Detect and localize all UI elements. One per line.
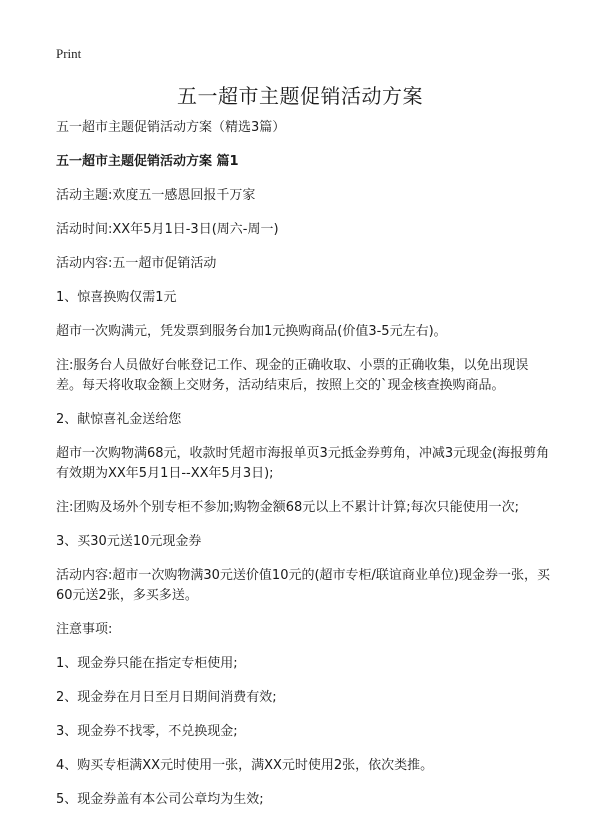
print-link[interactable]: Print [56,46,82,61]
document-title: 五一超市主题促销活动方案 [177,84,423,108]
paragraph: 注:服务台人员做好台帐登记工作、现金的正确收取、小票的正确收集，以免出现误差。每天将收取金额上交财务，活动结束后，按照上交的`现金核查换购商品。 [56,358,529,393]
list-item: 3、现金券不找零，不兑换现金; [56,724,238,739]
paragraph: 超市一次购满元，凭发票到服务台加1元换购商品(价值3-5元左右)。 [56,324,447,339]
notes-heading: 注意事项: [56,622,113,637]
list-item-heading: 2、献惊喜礼金送给您 [56,412,182,427]
list-item: 1、现金券只能在指定专柜使用; [56,656,238,671]
paragraph: 活动内容:五一超市促销活动 [56,256,217,271]
subtitle-paragraph: 五一超市主题促销活动方案（精选3篇） [56,120,286,135]
list-item: 4、购买专柜满XX元时使用一张，满XX元时使用2张，依次类推。 [56,758,434,773]
paragraph: 活动内容:超市一次购物满30元送价值10元的(超市专柜/联谊商业单位)现金券一张，买60元送2张，多买多送。 [56,568,550,603]
paragraph: 活动时间:XX年5月1日-3日(周六-周一) [56,222,279,237]
list-item: 5、现金券盖有本公司公章均为生效; [56,792,264,807]
list-item: 2、现金券在月日至月日期间消费有效; [56,690,277,705]
list-item-heading: 1、惊喜换购仅需1元 [56,290,177,305]
section-heading: 五一超市主题促销活动方案 篇1 [56,154,239,169]
list-item-heading: 3、买30元送10元现金券 [56,534,202,549]
paragraph: 超市一次购物满68元，收款时凭超市海报单页3元抵金券剪角，冲减3元现金(海报剪角有效期为XX年5月1日--XX年5月3日); [56,446,550,481]
document-body [56,118,554,824]
paragraph: 注:团购及场外个别专柜不参加;购物金额68元以上不累计计算;每次只能使用一次; [56,500,520,515]
paragraph: 活动主题:欢度五一感恩回报千万家 [56,188,256,203]
